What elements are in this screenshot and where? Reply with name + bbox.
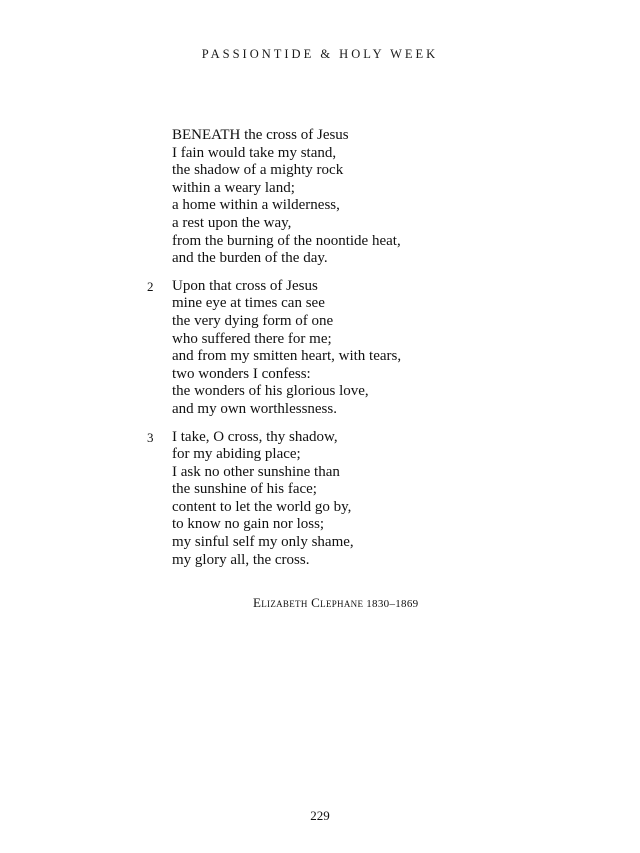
verse-line: and my own worthlessness. [172, 400, 337, 417]
verse-1 [172, 127, 472, 268]
verse-line: the wonders of his glorious love, [172, 383, 369, 400]
verse-line: and from my smitten heart, with tears, [172, 348, 402, 365]
verse-line-rest: the cross of Jesus [240, 127, 349, 143]
verse-line: my sinful self my only shame, [172, 534, 354, 551]
verse-3 [147, 428, 472, 570]
verse-line: mine eye at times can see [172, 295, 325, 312]
verse-line: for my abiding place; [172, 446, 301, 463]
verse-line: within a weary land; [172, 179, 295, 196]
verse-number: 3 [147, 429, 154, 445]
verse-line: a rest upon the way, [172, 214, 292, 231]
verse-line: from the burning of the noontide heat, [172, 232, 401, 249]
verse-line: the very dying form of one [172, 312, 334, 329]
verse-line [172, 127, 472, 145]
verse-number: 2 [147, 278, 154, 294]
author-dates: 1830–1869 [366, 598, 419, 610]
verse-line: I ask no other sunshine than [172, 463, 340, 480]
verse-line: I take, O cross, thy shadow, [172, 428, 338, 445]
verse-line: and the burden of the day. [172, 250, 328, 267]
verse-line: to know no gain nor loss; [172, 516, 325, 533]
verse-2 [147, 277, 472, 419]
verse-line: two wonders I confess: [172, 365, 311, 382]
verse-line: I fain would take my stand, [172, 144, 337, 161]
verse-first-word: BENEATH [172, 127, 241, 143]
verse-line: my glory all, the cross. [172, 551, 310, 568]
author-attribution [253, 595, 418, 611]
verse-line: the sunshine of his face; [172, 481, 317, 498]
verse-line: content to let the world go by, [172, 498, 352, 515]
verse-line: a home within a wilderness, [172, 197, 340, 214]
page-number: 229 [310, 808, 330, 823]
hymn-text [147, 127, 472, 579]
running-head: PASSIONTIDE & HOLY WEEK [201, 47, 439, 61]
verse-line: Upon that cross of Jesus [172, 277, 318, 294]
verse-line: who suffered there for me; [172, 330, 332, 347]
author-name: Elizabeth Clephane [253, 595, 364, 610]
verse-line: the shadow of a mighty rock [172, 162, 344, 179]
